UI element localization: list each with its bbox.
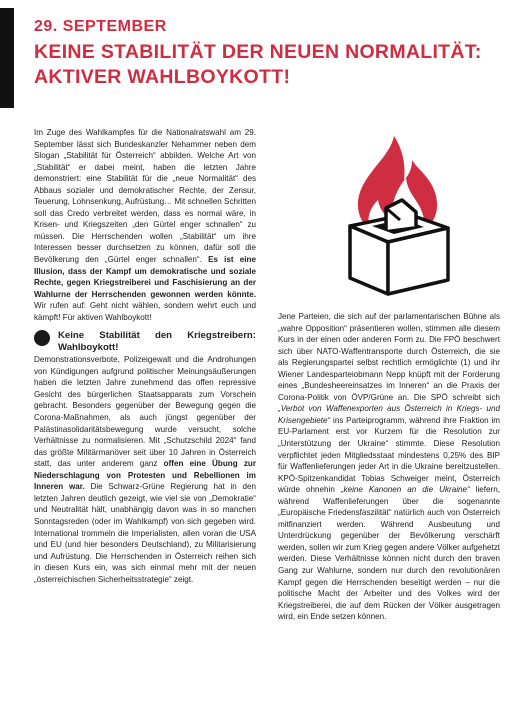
body-text-2: Die Schwarz-Grüne Regierung hat in den letzten Jahren deutlich gezeigt, wie viel sie von „Demokratie“ und Neutralität hält, unabhängig davon was in so manchen Sonntagsreden (oder im Wahlkampf) von sich gegeben wird. International trommeln die Imperialisten, allen voran die USA und EU (und hier besonders Deutschland), zu Militarisierung und Aufrüstung. Die Herrschenden in Österreich reihen sich in diesen Kurs ein, was sich einmal mehr mit der neuen „österreichischen Sicherheitsstrategie“ zeigt. xyxy=(34,482,256,584)
page-title xyxy=(34,40,510,90)
bullet-icon xyxy=(34,330,50,346)
body-text-1: Demonstrationsverbote, Polizeigewalt und die Androhungen von Kündigungen aufgrund politischer Meinungsäußerungen haben die letzten Jahre zunehmend das offen repressive Gesicht des bürgerlichen Staatsapparats zum Vorschein gebracht. Besonders gegenüber der Bewegung gegen die Corona-Maßnahmen, als auch jüngst gegenüber der Palästinasolidaritätsbewegung wurde versucht, solche Verhältnisse zu normalisieren. Mit „Schutzschild 2024“ fand das größte Militärmanöver seit über 10 Jahren in Österreich statt, das unter anderem ganz xyxy=(34,355,256,469)
right-text-3: liefern, während Waffenlieferungen über die sogenannte „Europäische Friedensfaszilität“ natürlich auch von Österreich mitfinanziert werden. Während Ausbeutung und Unterdrückung gegenüber der Bevölkerung verschärft werden, sollen wir zum Krieg gegen andere Völker aufgehetzt werden. Diese Verhältnisse können nicht durch den braven Gang zur Wahlurne, sondern nur durch den revolutionären Kampf gegen die Herrschenden beseitigt werden – nur die politische Macht der Arbeiter und des Volkes wird der Kriegstreiberei, die auf dem Rücken der Völker ausgetragen wird, ein Ende setzen können. xyxy=(278,485,500,622)
body-bold-text: offen eine Übung zur Niederschlagung von Protesten und Rebellionen im Inneren war. xyxy=(34,459,257,492)
side-accent-bar xyxy=(0,8,14,108)
title-line-2: AKTIVER WAHLBOYKOTT! xyxy=(34,66,291,88)
title-line-1: KEINE STABILITÄT DER NEUEN NORMALITÄT: xyxy=(34,41,482,63)
burning-ballot-box-icon xyxy=(336,130,462,300)
right-column xyxy=(278,311,500,623)
header xyxy=(34,18,510,90)
intro-paragraph xyxy=(34,127,256,323)
right-text-1: Jene Parteien, die sich auf der parlamentarischen Bühne als „wahre Opposition“ präsentieren wollen, stimmen alle diesem Kurs in der einen oder anderen Form zu. Die FPÖ beschwert sich über NATO-Waffentransporte durch Österreich, die sie als Regierungspartei selbst rechtlich ermöglichte (1) und ihr Wiener Landesparteiobmann Nepp knüpft mit der Forderung eines „Bundesheereinsatzes im Inneren“ an die Praxis der Corona-Politik von ÖVP/Grüne an. Die SPÖ schreibt sich xyxy=(278,312,500,402)
intro-call-text: Wir rufen auf: Geht nicht wählen, sondern wehrt euch und kämpft! Für aktiven Wahlboykott! xyxy=(34,301,256,322)
right-paragraph xyxy=(278,311,500,623)
right-quote-2: „keine Kanonen an die Ukraine“ xyxy=(340,485,470,495)
left-column xyxy=(34,127,256,585)
body-paragraph xyxy=(34,354,256,585)
date-heading: 29. SEPTEMBER xyxy=(34,18,167,35)
section-heading xyxy=(34,330,256,354)
section-heading-text: Keine Stabilität den Kriegstreibern: Wahlboykott! xyxy=(58,330,256,354)
intro-text: Im Zuge des Wahlkampfes für die Nationalratswahl am 29. September lässt sich Bundeskanzler Nehammer neben dem Slogan „Stabilität für Österreich“ abbilden. Welche Art von „Stabilität“ er dabei meint, haben die letzten Jahre demonstriert: eine Stabilität für die „neue Normalität“ des Abbaus sozialer und demokratischer Rechte, der Zensur, Teuerung, Lohnsenkung, Aufrüstung… Mit schnellen Schritten soll das Credo verbreitet werden, dass es normal wäre, in Krisen- und Kriegszeiten „den Gürtel enger schnallen“ zu müssen. Die Herrschenden wollen „Stabilität“ um ihre Interessen besser durchsetzen zu können, dafür soll die Bevölkerung den „Gürtel enger schnallen“. xyxy=(34,128,256,265)
intro-bold-text: Es ist eine Illusion, dass der Kampf um demokratische und soziale Rechte, gegen Kriegstreiberei und Faschisierung an der Wahlurne der Herrschenden gewonnen werden könnte. xyxy=(34,255,256,299)
right-text-2: ins Parteiprogramm, während ihre Fraktion im EU-Parlament erst vor Kurzem für die Resolution zur „Unterstützung der Ukraine“ stimmte. Diese Resolution verpflichtet jeden Mitgliedsstaat mindestens 0,25% des BIP für Waffenlieferungen jeder Art in die Ukraine bereitzustellen. KPÖ-Spitzenkandidat Tobias Schweiger meint, Österreich würde ohnehin xyxy=(278,415,500,495)
right-quote-1: „Verbot von Waffenexporten aus Österreich in Kriegs- und Krisengebiete“ xyxy=(278,404,500,425)
